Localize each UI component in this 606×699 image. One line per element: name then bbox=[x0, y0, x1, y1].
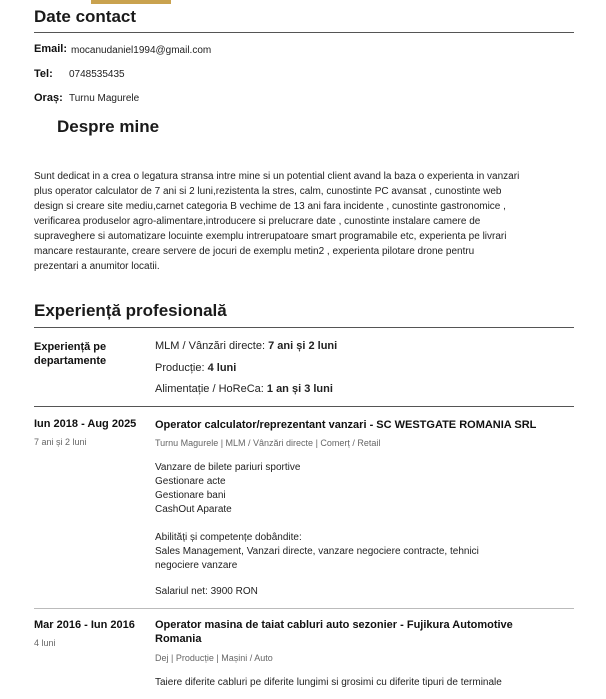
city-label: Oraș: bbox=[34, 92, 63, 104]
about-line: plus operator calculator de 7 ani si 2 luni,rezistenta la stres, calm, cunostinte PC avansat , cunostinte web bbox=[34, 186, 502, 197]
about-heading: Despre mine bbox=[57, 117, 160, 136]
about-paragraph bbox=[34, 169, 584, 274]
experience-heading: Experiență profesională bbox=[34, 301, 227, 320]
job-title bbox=[155, 618, 575, 646]
job-meta: Turnu Magurele | MLM / Vânzări directe | Comerț / Retail bbox=[155, 438, 381, 448]
experience-divider bbox=[34, 327, 574, 328]
job-meta: Dej | Producție | Mașini / Auto bbox=[155, 653, 273, 663]
contact-heading: Date contact bbox=[34, 7, 137, 26]
about-line: prezentari a anumitor locatii. bbox=[34, 261, 160, 272]
about-line: supraveghere si automatizare locuinte exemplu intrerupatoare smart programabile etc, experienta pe livrari bbox=[34, 231, 507, 242]
job-title-line: Operator masina de taiat cabluri auto sezonier - Fujikura Automotive bbox=[155, 619, 513, 631]
department-duration: 7 ani și 2 luni bbox=[268, 340, 338, 352]
about-line: design si creare site mediu,carnet categoria B vechime de 13 ani fara incidente , cunostinte gastronomice , bbox=[34, 201, 506, 212]
job-task: Gestionare bani bbox=[155, 490, 226, 501]
job-task: Gestionare acte bbox=[155, 476, 226, 487]
about-line: mancare restaurante, creare servere de jocuri de exemplu metin2 , experienta pilotare drone pentru bbox=[34, 246, 475, 257]
departments-label-line: Experiență pe bbox=[34, 341, 107, 353]
job-title-line: Romania bbox=[155, 633, 202, 645]
job-skills bbox=[155, 531, 575, 573]
job-salary: Salariul net: 3900 RON bbox=[155, 586, 258, 597]
skills-label: Abilități și competențe dobândite: bbox=[155, 532, 302, 543]
departments-divider bbox=[34, 406, 574, 407]
job-duration: 7 ani și 2 luni bbox=[34, 437, 87, 447]
email-value[interactable]: mocanudaniel1994@gmail.com bbox=[71, 45, 212, 56]
department-name: Producție: bbox=[155, 362, 205, 374]
department-duration: 4 luni bbox=[207, 362, 237, 374]
job-divider bbox=[34, 608, 574, 609]
job-dates: Iun 2018 - Aug 2025 bbox=[34, 418, 137, 430]
job-duration: 4 luni bbox=[34, 638, 56, 648]
accent-bar bbox=[91, 0, 171, 4]
departments-label-line: departamente bbox=[34, 355, 107, 367]
job-dates: Mar 2016 - Iun 2016 bbox=[34, 619, 135, 631]
job-title: Operator calculator/reprezentant vanzari - SC WESTGATE ROMANIA SRL bbox=[155, 419, 537, 431]
city-value: Turnu Magurele bbox=[69, 93, 140, 104]
skills-line: negociere vanzare bbox=[155, 560, 238, 571]
skills-line: Sales Management, Vanzari directe, vanzare negociere contracte, tehnici bbox=[155, 546, 479, 557]
contact-divider bbox=[34, 32, 574, 33]
department-name: Alimentație / HoReCa: bbox=[155, 383, 264, 395]
department-name: MLM / Vânzări directe: bbox=[155, 340, 266, 352]
department-row bbox=[155, 362, 236, 374]
department-row bbox=[155, 340, 337, 352]
about-line: verificarea produselor agro-alimentare,introducere si prelucrare date , cunostinte instalare camere de bbox=[34, 216, 481, 227]
job-task: Taiere diferite cabluri pe diferite lungimi si grosimi cu diferite tipuri de terminale bbox=[155, 677, 502, 688]
phone-value[interactable]: 0748535435 bbox=[69, 69, 125, 80]
job-task: Vanzare de bilete pariuri sportive bbox=[155, 462, 301, 473]
about-line: Sunt dedicat in a crea o legatura stransa intre mine si un potential client avand la baza o experienta in vanzari bbox=[34, 171, 520, 182]
email-label: Email: bbox=[34, 43, 68, 55]
job-task: CashOut Aparate bbox=[155, 504, 232, 515]
department-duration: 1 an și 3 luni bbox=[266, 383, 333, 395]
phone-label: Tel: bbox=[34, 68, 53, 80]
departments-label bbox=[34, 340, 106, 368]
job-tasks bbox=[155, 461, 300, 517]
department-row bbox=[155, 383, 333, 395]
